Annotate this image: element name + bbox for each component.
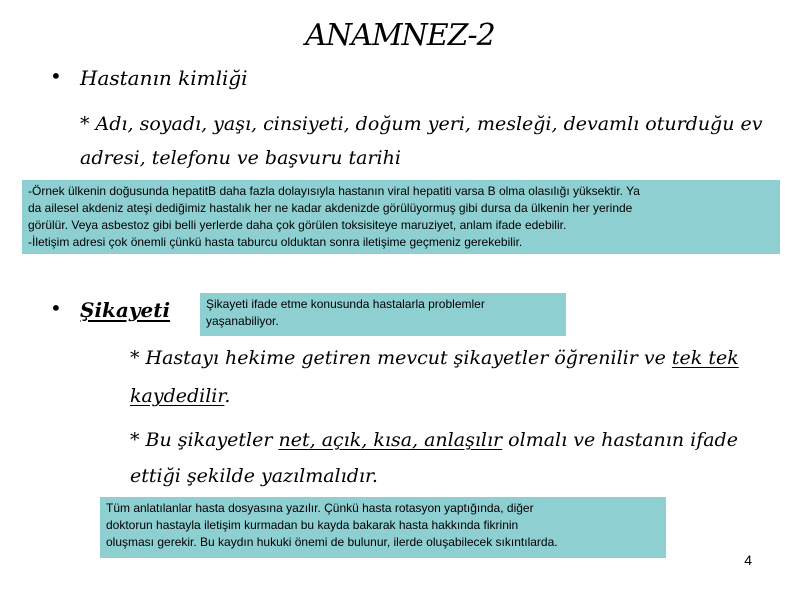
complaint-item1-line1 <box>130 346 739 370</box>
section-heading-complaint: Şikayeti <box>80 298 171 322</box>
note-line: yaşanabiliyor. <box>206 314 279 328</box>
note-line: Şikayeti ifade etme konusunda hastalarla problemler <box>206 297 485 311</box>
note-line: da ailesel akdeniz ateşi dediğimiz hastalık her ne kadar akdenizde görülüyormuş gibi dursa da ülkenin her yerinde <box>28 201 633 215</box>
text-segment: olmalı ve hastanın ifade <box>502 429 738 451</box>
note-box-record <box>100 497 666 558</box>
note-line: oluşması gerekir. Bu kaydın hukuki önemi de bulunur, ilerde oluşabilecek sıkıntılarda. <box>106 535 558 549</box>
slide-title: ANAMNEZ-2 <box>305 18 495 53</box>
note-line: görülür. Veya asbestoz gibi belli yerlerde daha çok görülen toksisiteye maruziyet, anlam ifade edebilir. <box>28 218 567 232</box>
complaint-item1-line2 <box>130 384 230 408</box>
underlined-text: net, açık, kısa, anlaşılır <box>278 429 503 451</box>
note-line: Tüm anlatılanlar hasta dosyasına yazılır. Çünkü hasta rotasyon yaptığında, diğer <box>106 501 534 515</box>
page-number: 4 <box>744 552 752 568</box>
note-box-identity <box>22 180 780 254</box>
bullet-dot: • <box>50 296 62 320</box>
complaint-item2-line1 <box>130 428 738 452</box>
section-heading-identity: Hastanın kimliği <box>80 66 248 90</box>
note-line: -Örnek ülkenin doğusunda hepatitB daha fazla dolayısıyla hastanın viral hepatiti varsa B olma olasılığı yüksektir. Ya <box>28 184 640 198</box>
complaint-item2-line2: ettiği şekilde yazılmalıdır. <box>130 465 378 487</box>
text-segment: * Hastayı hekime getiren mevcut şikayetler öğrenilir ve <box>130 347 672 369</box>
note-box-complaint <box>200 293 566 336</box>
identity-detail-line2: adresi, telefonu ve başvuru tarihi <box>80 147 401 169</box>
note-line: -İletişim adresi çok önemli çünkü hasta taburcu olduktan sonra iletişime geçmeniz gerekebilir. <box>28 235 523 249</box>
underlined-text: tek tek <box>671 347 739 369</box>
identity-detail-line1: * Adı, soyadı, yaşı, cinsiyeti, doğum yeri, mesleği, devamlı oturduğu ev <box>80 113 763 135</box>
bullet-dot: • <box>50 64 62 88</box>
text-segment: * Bu şikayetler <box>130 429 279 451</box>
note-line: doktorun hastayla iletişim kurmadan bu kayda bakarak hasta hakkında fikrinin <box>106 518 519 532</box>
text-segment: . <box>224 385 231 407</box>
underlined-text: kaydedilir <box>130 385 225 407</box>
